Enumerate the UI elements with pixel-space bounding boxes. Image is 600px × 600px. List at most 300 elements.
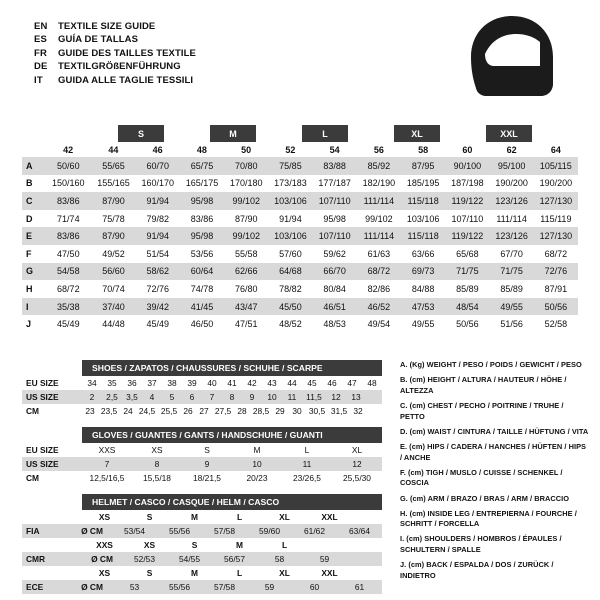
helmet-fia-row bbox=[22, 524, 382, 538]
cell: 32 bbox=[353, 406, 363, 416]
cell: 75/78 bbox=[102, 213, 125, 224]
cell: 11 bbox=[302, 459, 312, 469]
cell: XS bbox=[151, 445, 163, 455]
row-key: B bbox=[26, 178, 33, 189]
cell: 76/80 bbox=[234, 283, 258, 294]
row-label: EU SIZE bbox=[26, 378, 59, 388]
legend-item-d: D. (cm) WAIST / CINTURA / TAILLE / HÜFTUNG / VITA bbox=[400, 426, 589, 436]
cell: 46/50 bbox=[190, 319, 214, 330]
band-blank bbox=[532, 125, 578, 142]
cell: 28,5 bbox=[252, 406, 270, 416]
cell: 105/115 bbox=[539, 160, 572, 171]
numeric-size: 52 bbox=[285, 144, 296, 155]
cell: 83/86 bbox=[57, 231, 80, 242]
legend-item-g: G. (cm) ARM / BRAZO / BRAS / ARM / BRACCIO bbox=[400, 493, 570, 503]
cell: 7 bbox=[209, 392, 215, 402]
language-row bbox=[34, 60, 196, 73]
shoes-eu-size-row bbox=[22, 376, 382, 390]
cell: 23/26,5 bbox=[293, 473, 321, 483]
cell: 111/114 bbox=[496, 213, 527, 224]
cell: 64/68 bbox=[279, 266, 302, 277]
cell: 123/126 bbox=[495, 195, 528, 206]
cell: 18/21,5 bbox=[193, 473, 221, 483]
cell: 9 bbox=[204, 459, 210, 469]
cell: 69/73 bbox=[411, 266, 435, 277]
row-label: CM bbox=[26, 406, 40, 416]
row-key: A bbox=[26, 160, 33, 171]
band-blank bbox=[348, 125, 394, 142]
cell: 103/106 bbox=[274, 231, 307, 242]
cell: 62/66 bbox=[234, 266, 258, 277]
helmet-cmr-header-row bbox=[22, 538, 382, 552]
cell: 41 bbox=[227, 378, 237, 388]
unit: Ø CM bbox=[81, 526, 103, 536]
cell: 8 bbox=[229, 392, 235, 402]
cell: 59/60 bbox=[259, 526, 280, 536]
row-key: F bbox=[26, 248, 32, 259]
cell: XXL bbox=[321, 512, 338, 522]
language-row bbox=[34, 47, 196, 60]
cell: 53/56 bbox=[190, 248, 214, 259]
cell: 50/56 bbox=[544, 301, 568, 312]
cell: 30,5 bbox=[308, 406, 326, 416]
cell: 75/85 bbox=[279, 160, 302, 171]
table-row bbox=[22, 245, 578, 263]
row-key: I bbox=[26, 301, 29, 312]
cell: 34 bbox=[87, 378, 97, 388]
numeric-size-row bbox=[22, 142, 578, 157]
cell: S bbox=[191, 540, 198, 550]
language-text: TEXTILE SIZE GUIDE bbox=[58, 21, 156, 32]
helmet-cmr-row bbox=[22, 552, 382, 566]
cell: 53/54 bbox=[124, 526, 145, 536]
cell: 57/58 bbox=[214, 582, 235, 592]
cell: 61 bbox=[354, 582, 365, 592]
shoes-cm-row bbox=[22, 404, 382, 418]
cell: 25,5 bbox=[160, 406, 178, 416]
language-row bbox=[34, 20, 196, 33]
cell: 2,5 bbox=[106, 392, 118, 402]
cell: 52/58 bbox=[544, 319, 568, 330]
cell: 58/62 bbox=[146, 266, 169, 277]
cell: L bbox=[236, 512, 243, 522]
cell: 11,5 bbox=[306, 392, 322, 402]
cell: 8 bbox=[154, 459, 160, 469]
cell: 119/122 bbox=[451, 231, 484, 242]
numeric-size: 48 bbox=[196, 144, 207, 155]
cell: 36 bbox=[127, 378, 137, 388]
cell: 43/47 bbox=[234, 301, 258, 312]
cell: 41/45 bbox=[190, 301, 214, 312]
cell: XXL bbox=[321, 568, 338, 578]
cell: 83/86 bbox=[190, 213, 214, 224]
cell: 51/56 bbox=[500, 319, 523, 330]
cell: 40 bbox=[207, 378, 217, 388]
language-code: IT bbox=[34, 74, 43, 86]
cell: 59 bbox=[319, 554, 330, 564]
measurement-legend bbox=[400, 360, 590, 586]
numeric-size: 64 bbox=[550, 144, 561, 155]
cell: 42 bbox=[247, 378, 257, 388]
cell: 91/94 bbox=[279, 213, 302, 224]
cell: 115/118 bbox=[407, 231, 439, 242]
cell: 45/49 bbox=[57, 319, 80, 330]
cell: 70/80 bbox=[234, 160, 258, 171]
numeric-size: 54 bbox=[329, 144, 340, 155]
cell: 107/110 bbox=[318, 195, 351, 206]
cell: 95/98 bbox=[190, 231, 214, 242]
cell: 177/187 bbox=[318, 178, 351, 189]
cell: M bbox=[191, 512, 198, 522]
cell: 51/54 bbox=[146, 248, 169, 259]
gloves-block-title: GLOVES / GUANTES / GANTS / HANDSCHUHE / GUANTI bbox=[82, 427, 382, 443]
cell: 55/56 bbox=[169, 526, 190, 536]
cell: 85/92 bbox=[367, 160, 391, 171]
gloves-eu-size-row bbox=[22, 443, 382, 457]
row-key: G bbox=[26, 266, 34, 277]
cell: 44/48 bbox=[102, 319, 125, 330]
cell: 90/100 bbox=[453, 160, 482, 171]
size-band-l: L bbox=[302, 125, 348, 142]
language-code: DE bbox=[34, 61, 48, 73]
cell: 82/86 bbox=[367, 283, 391, 294]
cell: 28 bbox=[237, 406, 247, 416]
table-row bbox=[22, 263, 578, 281]
legend-item-j: J. (cm) BACK / ESPALDA / DOS / ZURÜCK / INDIETRO bbox=[400, 560, 554, 580]
cell: 10 bbox=[267, 392, 277, 402]
numeric-size: 58 bbox=[418, 144, 429, 155]
cell: XXS bbox=[96, 540, 113, 550]
cell: 127/130 bbox=[539, 231, 573, 242]
cell: 58 bbox=[274, 554, 285, 564]
row-label: US SIZE bbox=[26, 392, 59, 402]
measurement-rows bbox=[22, 157, 578, 333]
legend-item-c: C. (cm) CHEST / PECHO / POITRINE / TRUHE / PETTO bbox=[400, 400, 564, 421]
cell: 25,5/30 bbox=[343, 473, 371, 483]
cell: 23,5 bbox=[100, 406, 118, 416]
shoes-block-title: SHOES / ZAPATOS / CHAUSSURES / SCHUHE / SCARPE bbox=[82, 360, 382, 376]
cell: 111/114 bbox=[363, 195, 395, 206]
measurement-table bbox=[22, 125, 578, 333]
cell: 60/64 bbox=[190, 266, 214, 277]
helmet-icon bbox=[464, 14, 560, 106]
helmet-ece-row bbox=[22, 580, 382, 594]
cell: 103/106 bbox=[274, 195, 307, 206]
cell: 15,5/18 bbox=[143, 473, 171, 483]
cell: 72/76 bbox=[146, 283, 169, 294]
size-band-xl: XL bbox=[394, 125, 440, 142]
row-label: EU SIZE bbox=[26, 445, 59, 455]
cell: 27,5 bbox=[214, 406, 232, 416]
cell: 47/50 bbox=[57, 248, 80, 259]
language-code: ES bbox=[34, 34, 48, 46]
cell: S bbox=[146, 568, 153, 578]
cell: 65/75 bbox=[190, 160, 214, 171]
cell: 103/106 bbox=[406, 213, 440, 224]
cell: 160/170 bbox=[141, 178, 175, 189]
cell: 24,5 bbox=[138, 406, 156, 416]
row-key: E bbox=[26, 231, 33, 242]
cell: 107/110 bbox=[451, 213, 484, 224]
cell: 24 bbox=[123, 406, 133, 416]
cell: 165/175 bbox=[185, 178, 219, 189]
cell: 27 bbox=[199, 406, 209, 416]
language-row bbox=[34, 33, 196, 46]
numeric-size: 42 bbox=[63, 144, 74, 155]
cell: XS bbox=[98, 568, 111, 578]
row-label: CMR bbox=[26, 554, 46, 564]
numeric-size: 56 bbox=[373, 144, 384, 155]
cell: 182/190 bbox=[362, 178, 396, 189]
cell: 84/88 bbox=[411, 283, 435, 294]
cell: 54/58 bbox=[57, 266, 80, 277]
cell: 54/55 bbox=[179, 554, 200, 564]
cell: 99/102 bbox=[232, 195, 260, 206]
cell: 7 bbox=[104, 459, 110, 469]
cell: 48/54 bbox=[456, 301, 479, 312]
cell: 50/56 bbox=[456, 319, 479, 330]
cell: 48/53 bbox=[323, 319, 346, 330]
legend-item-b: B. (cm) HEIGHT / ALTURA / HAUTEUR / HÖHE / ALTEZZA bbox=[400, 375, 567, 395]
legend-item-a: A. (Kg) WEIGHT / PESO / POIDS / GEWICHT / PESO bbox=[400, 360, 582, 369]
cell: XS bbox=[143, 540, 156, 550]
language-text: GUIDA ALLE TAGLIE TESSILI bbox=[58, 74, 194, 86]
cell: 39/42 bbox=[146, 301, 169, 312]
cell: 61/62 bbox=[304, 526, 325, 536]
numeric-size: 44 bbox=[108, 144, 119, 155]
cell: 123/126 bbox=[495, 231, 528, 242]
unit: Ø CM bbox=[81, 582, 103, 592]
unit: Ø CM bbox=[91, 554, 113, 564]
cell: 57/60 bbox=[279, 248, 302, 259]
table-row bbox=[22, 227, 578, 245]
cell: 190/200 bbox=[495, 178, 528, 189]
cell: 115/119 bbox=[540, 213, 572, 224]
cell: 119/122 bbox=[451, 195, 484, 206]
table-row bbox=[22, 210, 578, 228]
cell: 107/110 bbox=[318, 231, 351, 242]
band-blank bbox=[256, 125, 302, 142]
cell: 74/78 bbox=[190, 283, 214, 294]
cell: 83/88 bbox=[323, 160, 346, 171]
cell: 190/200 bbox=[539, 178, 573, 189]
cell: 47 bbox=[347, 378, 357, 388]
cell: 78/82 bbox=[279, 283, 302, 294]
cell: 59/62 bbox=[323, 248, 346, 259]
cell: 99/102 bbox=[365, 213, 393, 224]
cell: 49/55 bbox=[500, 301, 523, 312]
gloves-cm-row bbox=[22, 471, 382, 485]
shoes-us-size-row bbox=[22, 390, 382, 404]
legend-item-h: H. (cm) INSIDE LEG / ENTREPIERNA / FOURCHE / SCHRITT / FORCELLA bbox=[400, 508, 577, 529]
row-label: FIA bbox=[26, 526, 40, 536]
cell: 87/90 bbox=[102, 195, 125, 206]
size-band-m: M bbox=[210, 125, 256, 142]
cell: 56/60 bbox=[102, 266, 125, 277]
cell: M bbox=[253, 445, 261, 455]
cell: 95/98 bbox=[190, 195, 214, 206]
cell: 185/195 bbox=[406, 178, 440, 189]
language-text: GUIDE DES TAILLES TEXTILE bbox=[58, 47, 196, 59]
language-title-list bbox=[34, 20, 196, 87]
helmet-block-title: HELMET / CASCO / CASQUE / HELM / CASCO bbox=[82, 494, 382, 510]
cell: 37 bbox=[147, 378, 157, 388]
row-key: C bbox=[26, 195, 33, 206]
cell: XL bbox=[279, 512, 290, 522]
cell: 46 bbox=[327, 378, 337, 388]
cell: 44 bbox=[287, 378, 297, 388]
cell: 60 bbox=[309, 582, 320, 592]
cell: 11 bbox=[287, 392, 297, 402]
table-row bbox=[22, 192, 578, 210]
cell: 71/75 bbox=[500, 266, 523, 277]
cell: 85/89 bbox=[500, 283, 523, 294]
cell: 48/52 bbox=[279, 319, 302, 330]
cell: 12 bbox=[331, 392, 341, 402]
cell: 95/100 bbox=[497, 160, 526, 171]
cell: 87/90 bbox=[234, 213, 258, 224]
measurement-table-size-band bbox=[22, 125, 578, 142]
cell: XS bbox=[98, 512, 111, 522]
cell: 53 bbox=[129, 582, 140, 592]
cell: 57/58 bbox=[214, 526, 235, 536]
cell: 45 bbox=[307, 378, 317, 388]
cell: 170/180 bbox=[229, 178, 263, 189]
cell: S bbox=[146, 512, 153, 522]
cell: 60/70 bbox=[146, 160, 169, 171]
cell: 31,5 bbox=[330, 406, 348, 416]
cell: 45/49 bbox=[146, 319, 169, 330]
cell: 99/102 bbox=[232, 231, 260, 242]
cell: 111/114 bbox=[363, 231, 395, 242]
cell: 56/57 bbox=[224, 554, 245, 564]
cell: 66/70 bbox=[323, 266, 346, 277]
cell: 35 bbox=[107, 378, 117, 388]
cell: 5 bbox=[169, 392, 175, 402]
cell: 52/53 bbox=[134, 554, 155, 564]
cell: 71/74 bbox=[57, 213, 80, 224]
language-row bbox=[34, 74, 196, 87]
cell: 91/94 bbox=[146, 231, 169, 242]
cell: 83/86 bbox=[57, 195, 80, 206]
cell: L bbox=[281, 540, 288, 550]
cell: 59 bbox=[264, 582, 275, 592]
cell: 4 bbox=[149, 392, 155, 402]
cell: 38 bbox=[167, 378, 177, 388]
cell: 10 bbox=[252, 459, 262, 469]
cell: 79/82 bbox=[146, 213, 169, 224]
cell: 91/94 bbox=[146, 195, 169, 206]
cell: S bbox=[204, 445, 210, 455]
legend-item-f: F. (cm) TIGH / MUSLO / CUISSE / SCHENKEL / COSCIA bbox=[400, 467, 563, 488]
cell: 45/50 bbox=[279, 301, 302, 312]
cell: 12,5/16,5 bbox=[89, 473, 125, 483]
cell: 47/53 bbox=[411, 301, 435, 312]
cell: 2 bbox=[89, 392, 95, 402]
cell: 127/130 bbox=[539, 195, 573, 206]
size-band-xxl: XXL bbox=[486, 125, 532, 142]
cell: 6 bbox=[189, 392, 195, 402]
cell: 95/98 bbox=[323, 213, 346, 224]
cell: 61/63 bbox=[367, 248, 391, 259]
cell: 12 bbox=[352, 459, 362, 469]
cell: 71/75 bbox=[456, 266, 479, 277]
table-row bbox=[22, 298, 578, 316]
band-blank bbox=[22, 125, 118, 142]
cell: M bbox=[236, 540, 243, 550]
cell: 87/90 bbox=[102, 231, 125, 242]
cell: 30 bbox=[292, 406, 302, 416]
band-blank bbox=[440, 125, 486, 142]
cell: 63/66 bbox=[411, 248, 435, 259]
cell: 155/165 bbox=[97, 178, 130, 189]
cell: 173/183 bbox=[274, 178, 307, 189]
row-label: US SIZE bbox=[26, 459, 59, 469]
table-row bbox=[22, 157, 578, 175]
row-label: ECE bbox=[26, 582, 44, 592]
language-text: TEXTILGRÖßENFÜHRUNG bbox=[58, 61, 181, 73]
cell: L bbox=[304, 445, 310, 455]
legend-item-e: E. (cm) HIPS / CADERA / HANCHES / HÜFTEN / HIPS / ANCHE bbox=[400, 441, 587, 462]
table-row bbox=[22, 280, 578, 298]
cell: 9 bbox=[249, 392, 255, 402]
row-key: D bbox=[26, 213, 33, 224]
numeric-size: 50 bbox=[241, 144, 252, 155]
cell: 26 bbox=[183, 406, 193, 416]
legend-item-i: I. (cm) SHOULDERS / HOMBROS / ÉPAULES / SCHULTERN / SPALLE bbox=[400, 534, 562, 555]
cell: 67/70 bbox=[500, 248, 523, 259]
cell: M bbox=[191, 568, 198, 578]
language-code: FR bbox=[34, 47, 48, 59]
cell: 43 bbox=[267, 378, 277, 388]
cell: 46/52 bbox=[367, 301, 391, 312]
cell: 55/56 bbox=[169, 582, 190, 592]
cell: 70/74 bbox=[102, 283, 125, 294]
cell: 55/58 bbox=[234, 248, 258, 259]
cell: 39 bbox=[187, 378, 197, 388]
cell: XL bbox=[279, 568, 290, 578]
cell: XL bbox=[351, 445, 363, 455]
cell: 87/95 bbox=[411, 160, 435, 171]
language-code: EN bbox=[34, 21, 48, 32]
cell: 63/64 bbox=[349, 526, 370, 536]
numeric-size: 60 bbox=[462, 144, 473, 155]
table-row bbox=[22, 315, 578, 333]
row-key: H bbox=[26, 283, 33, 294]
cell: 23 bbox=[85, 406, 95, 416]
cell: 47/51 bbox=[234, 319, 258, 330]
cell: 48 bbox=[367, 378, 377, 388]
numeric-size: 62 bbox=[506, 144, 517, 155]
cell: 80/84 bbox=[323, 283, 346, 294]
cell: 55/65 bbox=[102, 160, 125, 171]
cell: 49/52 bbox=[102, 248, 125, 259]
cell: 187/198 bbox=[451, 178, 484, 189]
cell: 68/72 bbox=[367, 266, 391, 277]
cell: 3,5 bbox=[126, 392, 138, 402]
cell: 85/89 bbox=[456, 283, 479, 294]
language-text: GUÍA DE TALLAS bbox=[58, 34, 139, 46]
cell: 50/60 bbox=[57, 160, 80, 171]
cell: 37/40 bbox=[102, 301, 125, 312]
cell: 49/54 bbox=[367, 319, 391, 330]
cell: L bbox=[236, 568, 243, 578]
cell: 20/23 bbox=[246, 473, 268, 483]
cell: 29 bbox=[275, 406, 285, 416]
cell: 35/38 bbox=[57, 301, 80, 312]
cell: 13 bbox=[351, 392, 361, 402]
table-row bbox=[22, 175, 578, 193]
